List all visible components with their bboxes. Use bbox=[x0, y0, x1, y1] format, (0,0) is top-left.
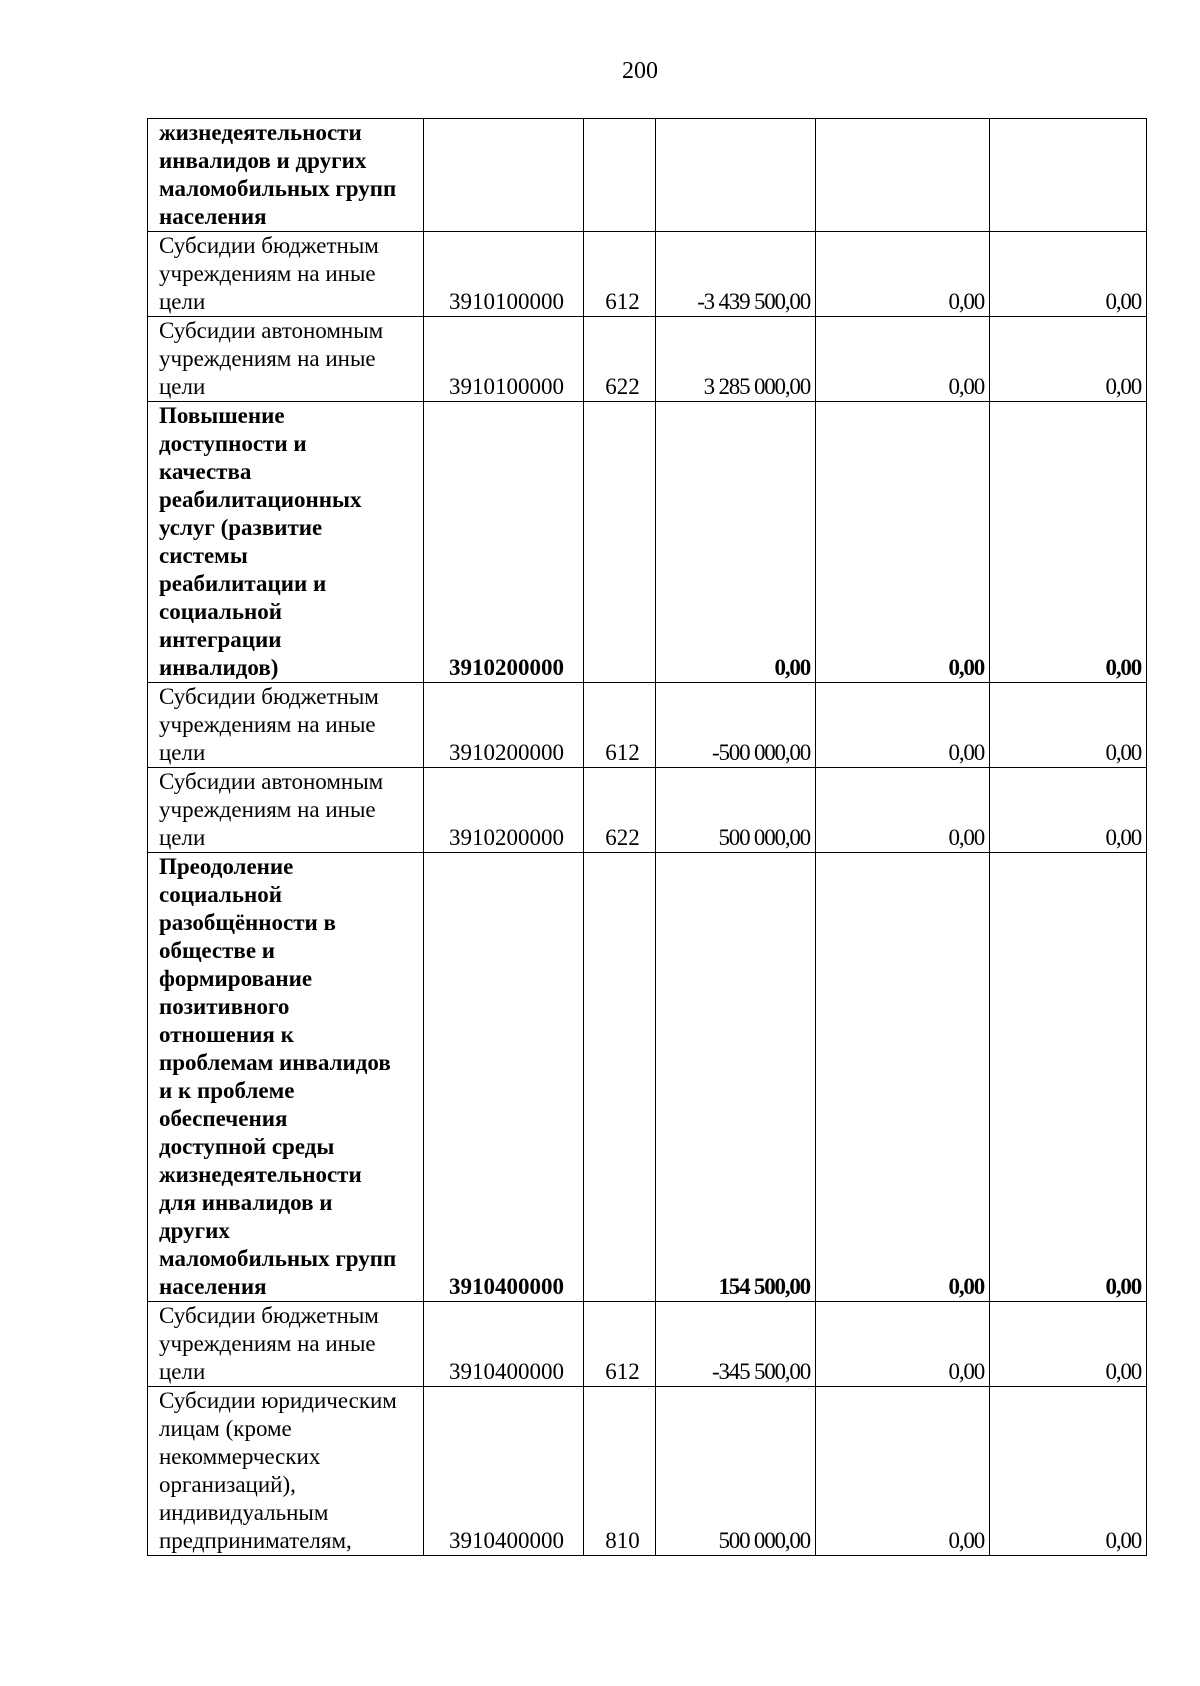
row-name-line: учреждениям на иные bbox=[159, 346, 376, 371]
row-name-line: Субсидии бюджетным bbox=[159, 233, 379, 258]
row-name-line: индивидуальным bbox=[159, 1500, 329, 1525]
amount-col3-cell: 0,00 bbox=[990, 768, 1147, 853]
amount-col3-cell bbox=[990, 119, 1147, 232]
row-name-cell bbox=[148, 232, 424, 317]
amount-col3-cell: 0,00 bbox=[990, 1387, 1147, 1556]
row-name-line: учреждениям на иные bbox=[159, 1331, 376, 1356]
row-name-line: Преодоление bbox=[159, 854, 294, 879]
row-name-line: социальной bbox=[159, 599, 282, 624]
target-article-code-cell: 3910400000 bbox=[424, 1302, 584, 1387]
row-name-line: реабилитационных bbox=[159, 487, 362, 512]
amount-col3-cell: 0,00 bbox=[990, 317, 1147, 402]
table-row bbox=[148, 683, 1147, 768]
amount-col1-cell: 0,00 bbox=[656, 402, 816, 683]
budget-table bbox=[147, 118, 1147, 1556]
amount-col2-cell: 0,00 bbox=[816, 853, 990, 1302]
expense-type-cell: 622 bbox=[584, 317, 656, 402]
amount-col2-cell: 0,00 bbox=[816, 1302, 990, 1387]
amount-col1-cell: -500 000,00 bbox=[656, 683, 816, 768]
row-name-line: жизнедеятельности bbox=[159, 120, 362, 145]
row-name-line: инвалидов и других bbox=[159, 148, 367, 173]
amount-col2-cell bbox=[816, 119, 990, 232]
amount-col3-cell: 0,00 bbox=[990, 1302, 1147, 1387]
amount-col3-cell: 0,00 bbox=[990, 232, 1147, 317]
target-article-code-cell: 3910200000 bbox=[424, 402, 584, 683]
row-name-line: качества bbox=[159, 459, 252, 484]
row-name-line: социальной bbox=[159, 882, 282, 907]
page-number: 200 bbox=[622, 58, 658, 84]
row-name-cell bbox=[148, 402, 424, 683]
row-name-line: доступности и bbox=[159, 431, 307, 456]
row-name-cell bbox=[148, 853, 424, 1302]
table-row bbox=[148, 1302, 1147, 1387]
table-row bbox=[148, 853, 1147, 1302]
row-name-cell bbox=[148, 1387, 424, 1556]
expense-type-cell bbox=[584, 402, 656, 683]
target-article-code-cell: 3910400000 bbox=[424, 853, 584, 1302]
row-name-line: населения bbox=[159, 204, 267, 229]
target-article-code-cell: 3910100000 bbox=[424, 232, 584, 317]
amount-col2-cell: 0,00 bbox=[816, 402, 990, 683]
table-row bbox=[148, 119, 1147, 232]
amount-col2-cell: 0,00 bbox=[816, 1387, 990, 1556]
row-name-line: цели bbox=[159, 374, 206, 399]
target-article-code-cell: 3910200000 bbox=[424, 683, 584, 768]
row-name-line: Субсидии автономным bbox=[159, 318, 384, 343]
row-name-line: маломобильных групп bbox=[159, 176, 397, 201]
row-name-line: обеспечения bbox=[159, 1106, 288, 1131]
row-name-line: и к проблеме bbox=[159, 1078, 295, 1103]
amount-col3-cell: 0,00 bbox=[990, 853, 1147, 1302]
expense-type-cell: 810 bbox=[584, 1387, 656, 1556]
amount-col1-cell: 3 285 000,00 bbox=[656, 317, 816, 402]
row-name-line: предпринимателям, bbox=[159, 1528, 352, 1553]
row-name-line: цели bbox=[159, 1359, 206, 1384]
amount-col1-cell: -3 439 500,00 bbox=[656, 232, 816, 317]
row-name-line: проблемам инвалидов bbox=[159, 1050, 391, 1075]
row-name-line: обществе и bbox=[159, 938, 276, 963]
amount-col2-cell: 0,00 bbox=[816, 683, 990, 768]
row-name-line: услуг (развитие bbox=[159, 515, 323, 540]
row-name-line: позитивного bbox=[159, 994, 290, 1019]
amount-col2-cell: 0,00 bbox=[816, 317, 990, 402]
row-name-line: цели bbox=[159, 825, 206, 850]
table-row bbox=[148, 768, 1147, 853]
row-name-line: учреждениям на иные bbox=[159, 712, 376, 737]
amount-col1-cell: 500 000,00 bbox=[656, 1387, 816, 1556]
row-name-line: цели bbox=[159, 289, 206, 314]
row-name-line: Повышение bbox=[159, 403, 285, 428]
row-name-line: учреждениям на иные bbox=[159, 797, 376, 822]
row-name-line: формирование bbox=[159, 966, 313, 991]
row-name-line: Субсидии автономным bbox=[159, 769, 384, 794]
expense-type-cell: 612 bbox=[584, 232, 656, 317]
table-body bbox=[148, 119, 1147, 1556]
target-article-code-cell: 3910100000 bbox=[424, 317, 584, 402]
row-name-line: отношения к bbox=[159, 1022, 294, 1047]
amount-col3-cell: 0,00 bbox=[990, 683, 1147, 768]
amount-col3-cell: 0,00 bbox=[990, 402, 1147, 683]
row-name-line: разобщённости в bbox=[159, 910, 336, 935]
amount-col1-cell: -345 500,00 bbox=[656, 1302, 816, 1387]
row-name-cell bbox=[148, 1302, 424, 1387]
row-name-line: инвалидов) bbox=[159, 655, 279, 680]
row-name-cell bbox=[148, 683, 424, 768]
row-name-cell bbox=[148, 768, 424, 853]
table-row bbox=[148, 232, 1147, 317]
expense-type-cell: 612 bbox=[584, 1302, 656, 1387]
row-name-line: интеграции bbox=[159, 627, 282, 652]
amount-col1-cell: 154 500,00 bbox=[656, 853, 816, 1302]
table-row bbox=[148, 317, 1147, 402]
target-article-code-cell: 3910400000 bbox=[424, 1387, 584, 1556]
target-article-code-cell bbox=[424, 119, 584, 232]
amount-col2-cell: 0,00 bbox=[816, 232, 990, 317]
row-name-line: населения bbox=[159, 1274, 267, 1299]
row-name-line: жизнедеятельности bbox=[159, 1162, 362, 1187]
expense-type-cell bbox=[584, 853, 656, 1302]
row-name-line: для инвалидов и bbox=[159, 1190, 333, 1215]
table-row bbox=[148, 402, 1147, 683]
expense-type-cell: 622 bbox=[584, 768, 656, 853]
amount-col1-cell: 500 000,00 bbox=[656, 768, 816, 853]
row-name-line: некоммерческих bbox=[159, 1444, 321, 1469]
row-name-line: учреждениям на иные bbox=[159, 261, 376, 286]
row-name-cell bbox=[148, 119, 424, 232]
target-article-code-cell: 3910200000 bbox=[424, 768, 584, 853]
row-name-line: маломобильных групп bbox=[159, 1246, 397, 1271]
amount-col2-cell: 0,00 bbox=[816, 768, 990, 853]
row-name-line: цели bbox=[159, 740, 206, 765]
row-name-line: других bbox=[159, 1218, 230, 1243]
row-name-line: доступной среды bbox=[159, 1134, 335, 1159]
row-name-line: Субсидии бюджетным bbox=[159, 1303, 379, 1328]
expense-type-cell: 612 bbox=[584, 683, 656, 768]
row-name-cell bbox=[148, 317, 424, 402]
amount-col1-cell bbox=[656, 119, 816, 232]
expense-type-cell bbox=[584, 119, 656, 232]
row-name-line: системы bbox=[159, 543, 248, 568]
row-name-line: лицам (кроме bbox=[159, 1416, 292, 1441]
table-row bbox=[148, 1387, 1147, 1556]
row-name-line: Субсидии юридическим bbox=[159, 1388, 397, 1413]
row-name-line: организаций), bbox=[159, 1472, 296, 1497]
row-name-line: Субсидии бюджетным bbox=[159, 684, 379, 709]
row-name-line: реабилитации и bbox=[159, 571, 327, 596]
